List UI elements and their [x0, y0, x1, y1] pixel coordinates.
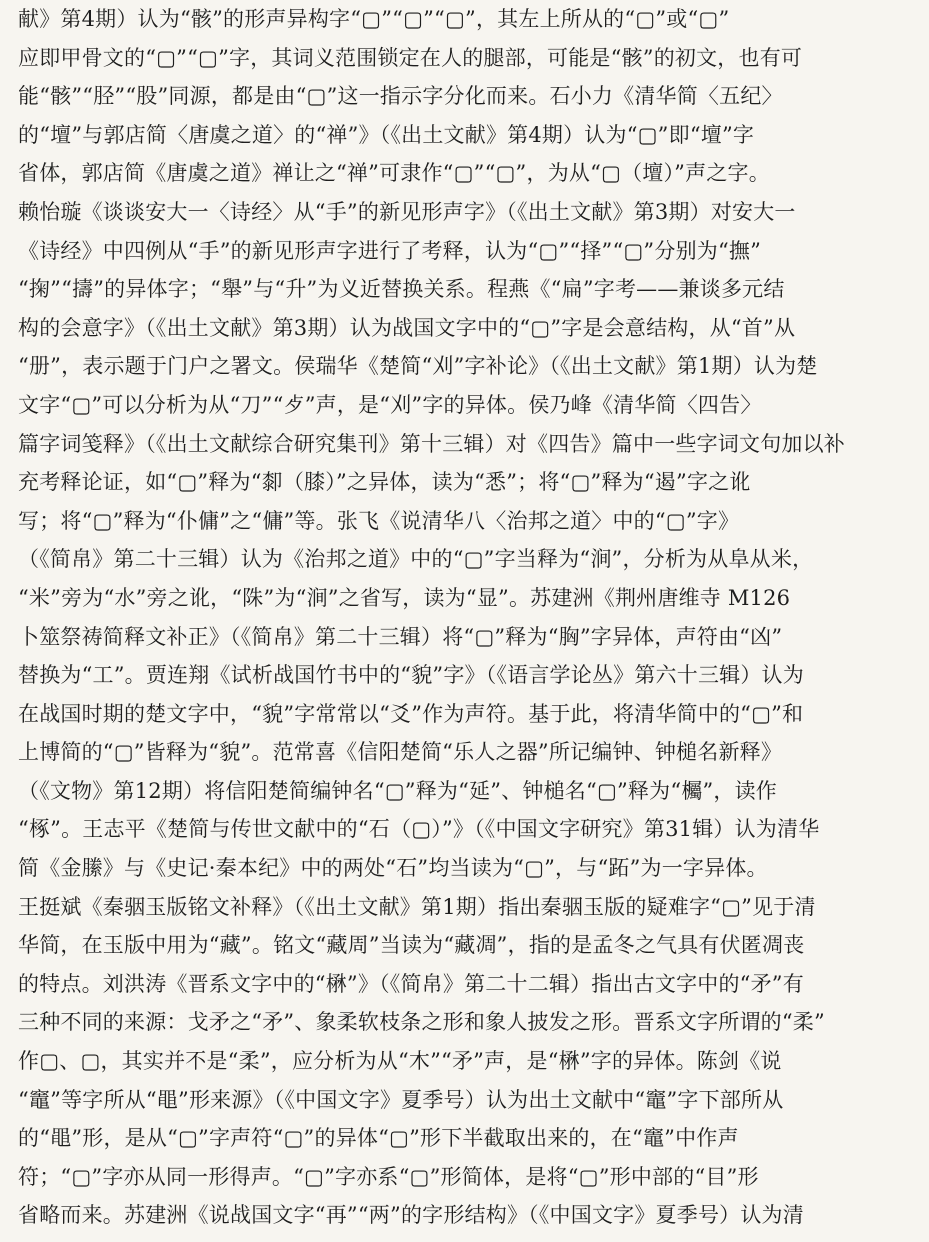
text-line: 篇字词笺释》（《出土文献综合研究集刊》第十三辑）对《四告》篇中一些字词文句加以补 — [18, 431, 845, 456]
text-line: （《简帛》第二十三辑）认为《治邦之道》中的“▢”字当释为“涧”，分析为从阜从米， — [18, 547, 814, 572]
text-line: 构的会意字》（《出土文献》第3期）认为战国文字中的“▢”字是会意结构，从“首”从 — [18, 315, 796, 340]
text-line: 卜筮祭祷简释文补正》（《简帛》第二十三辑）将“▢”释为“胸”字异体，声符由“凶” — [18, 624, 783, 649]
text-line: 华简，在玉版中用为“藏”。铭文“藏周”当读为“藏凋”，指的是孟冬之气具有伏匿凋丧 — [18, 933, 805, 958]
text-line: 的“黽”形，是从“▢”字声符“▢”的异体“▢”形下半截取出来的，在“竈”中作声 — [18, 1126, 739, 1151]
text-line: 写；将“▢”释为“仆傭”之“傭”等。张飞《说清华八〈治邦之道〉中的“▢”字》 — [18, 508, 740, 533]
text-line: “椓”。王志平《楚简与传世文献中的“石（▢）”》（《中国文字研究》第31辑）认为清华 — [18, 817, 820, 842]
text-line: （《文物》第12期）将信阳楚简编钟名“▢”释为“延”、钟槌名“▢”释为“欘”，读作 — [18, 778, 777, 803]
text-line: 充考释论证，如“▢”释为“厀（膝）”之异体，读为“悉”；将“▢”释为“遏”字之讹 — [18, 470, 751, 495]
text-line: 符；“▢”字亦从同一形得声。“▢”字亦系“▢”形简体，是将“▢”形中部的“目”形 — [18, 1164, 759, 1189]
text-line: 王挺斌《秦骃玉版铭文补释》（《出土文献》第1期）指出秦骃玉版的疑难字“▢”见于清 — [18, 894, 816, 919]
text-line: 上博简的“▢”皆释为“貌”。范常喜《信阳楚简“乐人之器”所记编钟、钟槌名新释》 — [18, 740, 783, 765]
text-line: 献》第4期）认为“骸”的形声异构字“▢”“▢”“▢”，其左上所从的“▢”或“▢” — [18, 7, 730, 31]
text-line: 简《金縢》与《史记·秦本纪》中的两处“石”均当读为“▢”，与“跖”为一字异体。 — [18, 856, 768, 881]
text-line: 三种不同的来源：戈矛之“矛”、象柔软枝条之形和象人披发之形。晋系文字所谓的“柔” — [18, 1010, 825, 1035]
text-line: 文字“▢”可以分析为从“刀”“歺”声，是“刈”字的异体。侯乃峰《清华简〈四告〉 — [18, 392, 762, 417]
text-line: 的“壇”与郭店简〈唐虞之道〉的“禅”》（《出土文献》第4期）认为“▢”即“壇”字 — [18, 122, 755, 147]
text-line: 赖怡璇《谈谈安大一〈诗经〉从“手”的新见形声字》（《出土文献》第3期）对安大一 — [18, 199, 796, 224]
text-line: 在战国时期的楚文字中，“貌”字常常以“爻”作为声符。基于此，将清华简中的“▢”和 — [18, 701, 804, 726]
text-line: 应即甲骨文的“▢”“▢”字，其词义范围锁定在人的腿部，可能是“骸”的初文，也有可 — [18, 45, 803, 70]
text-line: “竈”等字所从“黽”形来源》（《中国文字》夏季号）认为出土文献中“竈”字下部所从 — [18, 1087, 784, 1112]
text-line: 省略而来。苏建洲《说战国文字“再”“两”的字形结构》（《中国文字》夏季号）认为清 — [18, 1203, 804, 1228]
text-line: 作▢、▢，其实并不是“柔”，应分析为从“木”“矛”声，是“楙”字的异体。陈剑《说 — [18, 1049, 782, 1074]
text-line: “米”旁为“水”旁之讹，“陎”为“涧”之省写，读为“显”。苏建洲《荆州唐维寺 M126 — [18, 585, 791, 610]
text-line: “册”，表示题于门户之署文。侯瑞华《楚简“刈”字补论》（《出土文献》第1期）认为楚 — [18, 354, 818, 379]
body-text — [18, 0, 913, 1235]
text-line: 省体，郭店简《唐虞之道》禅让之“禅”可隶作“▢”“▢”，为从“▢（壇）”声之字。 — [18, 161, 770, 186]
text-line: 替换为“工”。贾连翔《试析战国竹书中的“貌”字》（《语言学论丛》第六十三辑）认为 — [18, 663, 804, 688]
text-line: 的特点。刘洪涛《晋系文字中的“楙”》（《简帛》第二十二辑）指出古文字中的“矛”有 — [18, 971, 804, 996]
text-line: 能“骸”“胫”“股”同源，都是由“▢”这一指示字分化而来。石小力《清华简〈五纪〉 — [18, 84, 783, 109]
text-line: “掬”“擣”的异体字；“舉”与“升”为义近替换关系。程燕《“扁”字考——兼谈多元结 — [18, 277, 785, 302]
text-line: 《诗经》中四例从“手”的新见形声字进行了考释，认为“▢”“择”“▢”分别为“撫” — [18, 238, 762, 263]
